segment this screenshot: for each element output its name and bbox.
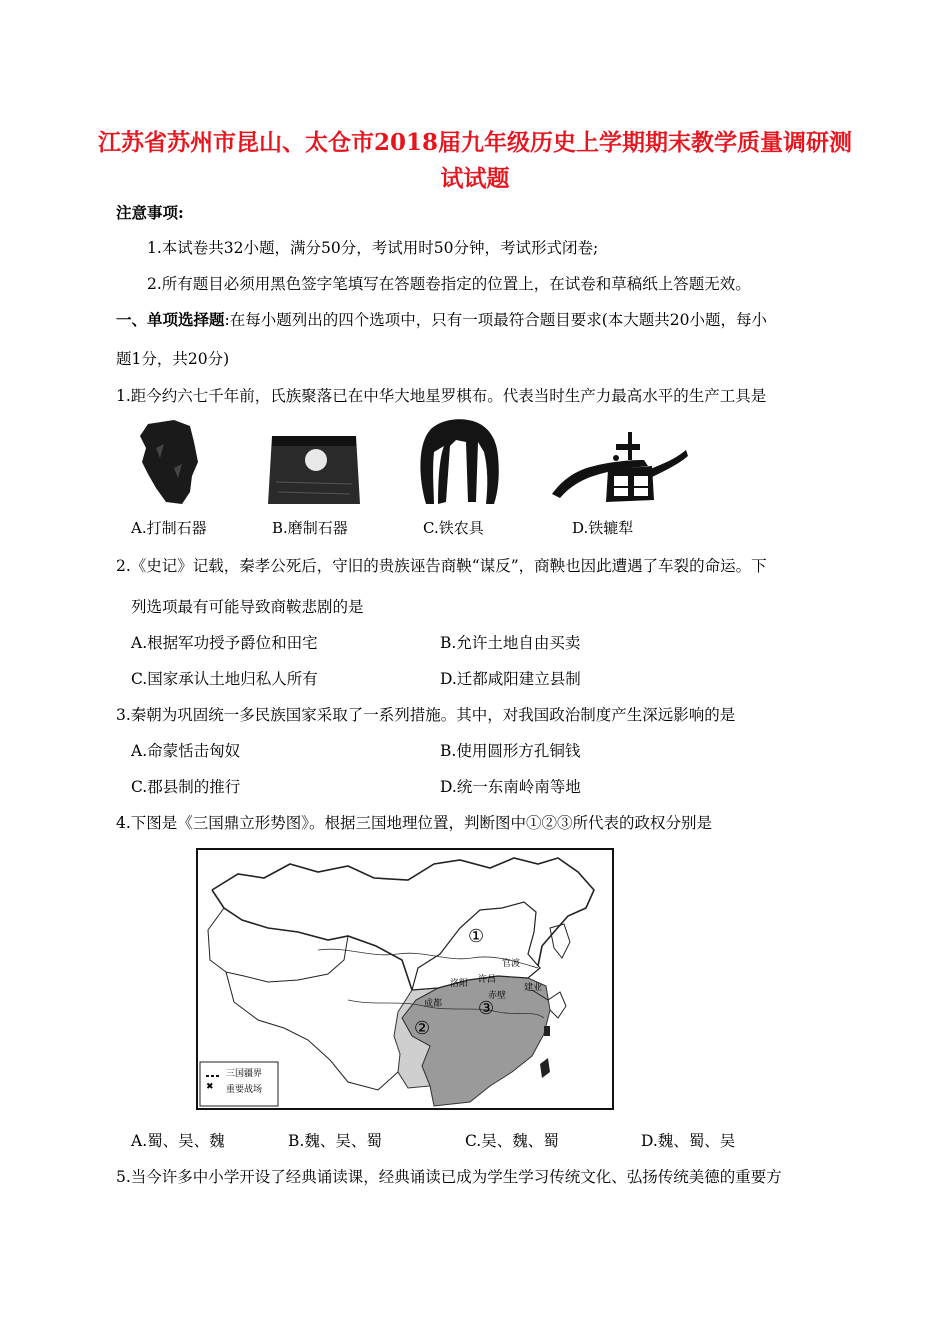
q4-option-a: A.蜀、吴、魏 bbox=[131, 1132, 225, 1150]
map-label-chengdu: 成都 bbox=[424, 999, 443, 1009]
q3-option-b: B.使用圆形方孔铜钱 bbox=[440, 742, 581, 760]
map-marker-1: ① bbox=[468, 926, 485, 947]
map-marker-3: ③ bbox=[478, 998, 495, 1019]
polished-stone-tool-image bbox=[264, 432, 364, 508]
q4-option-c: C.吴、魏、蜀 bbox=[465, 1132, 559, 1150]
document-title-line2: 试试题 bbox=[440, 165, 510, 192]
three-kingdoms-map bbox=[196, 848, 614, 1110]
section1-intro-text: :在每小题列出的四个选项中，只有一项最符合题目要求(本大题共20小题，每小 bbox=[224, 311, 768, 329]
q3-stem: 3.秦朝为巩固统一多民族国家采取了一系列措施。其中，对我国政治制度产生深远影响的是 bbox=[116, 706, 736, 724]
iron-plough-image bbox=[548, 430, 688, 504]
q2-stem-line1: 2.《史记》记载，秦孝公死后，守旧的贵族诬告商鞅“谋反”，商鞅也因此遭遇了车裂的命运。下 bbox=[116, 557, 767, 575]
q2-option-c: C.国家承认土地归私人所有 bbox=[131, 670, 318, 688]
notice-item-2: 2.所有题目必须用黑色签字笔填写在答题卷指定的位置上，在试卷和草稿纸上答题无效。 bbox=[147, 275, 751, 293]
map-label-luoyang: 洛阳 bbox=[450, 979, 469, 989]
map-label-xuchang: 许昌 bbox=[478, 975, 497, 985]
document-title-line1: 江苏省苏州市昆山、太仓市2018届九年级历史上学期期末教学质量调研测 bbox=[97, 129, 852, 156]
chipped-stone-tool-image bbox=[134, 418, 204, 506]
q2-stem-line2: 列选项最有可能导致商鞍悲剧的是 bbox=[131, 598, 364, 616]
q1-caption-b: B.磨制石器 bbox=[272, 519, 348, 537]
q5-stem: 5.当今许多中小学开设了经典诵读课，经典诵读已成为学生学习传统文化、弘扬传统美德的重要方 bbox=[116, 1168, 782, 1186]
map-label-jianye: 建业 bbox=[524, 983, 543, 993]
map-legend-border-label: 三国疆界 bbox=[226, 1069, 263, 1079]
q3-option-d: D.统一东南岭南等地 bbox=[440, 778, 581, 796]
map-label-chibi: 赤壁 bbox=[488, 991, 507, 1001]
q1-caption-a: A.打制石器 bbox=[131, 519, 207, 537]
section1-intro-line2: 题1分，共20分) bbox=[116, 350, 230, 368]
q1-stem: 1.距今约六七千年前，氏族聚落已在中华大地星罗棋布。代表当时生产力最高水平的生产工具是 bbox=[116, 387, 767, 405]
q2-option-a: A.根据军功授予爵位和田宅 bbox=[131, 634, 318, 652]
q1-caption-c: C.铁农具 bbox=[423, 519, 484, 537]
map-legend-battle-icon: ✖ bbox=[206, 1082, 214, 1092]
q1-caption-d: D.铁辘犁 bbox=[572, 519, 634, 537]
q4-option-b: B.魏、吴、蜀 bbox=[288, 1132, 382, 1150]
q3-option-a: A.命蒙恬击匈奴 bbox=[131, 742, 241, 760]
q2-option-d: D.迁都咸阳建立县制 bbox=[440, 670, 581, 688]
q2-option-b: B.允许土地自由买卖 bbox=[440, 634, 581, 652]
q4-stem: 4.下图是《三国鼎立形势图》。根据三国地理位置，判断图中①②③所代表的政权分别是 bbox=[116, 814, 713, 832]
map-label-guandu: 官渡 bbox=[502, 959, 521, 969]
iron-farm-tool-image bbox=[416, 416, 502, 508]
notice-item-1: 1.本试卷共32小题，满分50分，考试用时50分钟，考试形式闭卷; bbox=[147, 239, 599, 257]
map-marker-2: ② bbox=[414, 1018, 431, 1039]
q4-option-d: D.魏、蜀、吴 bbox=[641, 1132, 736, 1150]
notice-heading: 注意事项: bbox=[116, 203, 184, 222]
map-legend-battle-label: 重要战场 bbox=[226, 1085, 263, 1095]
section1-intro bbox=[116, 308, 767, 330]
q3-option-c: C.郡县制的推行 bbox=[131, 778, 241, 796]
section1-heading: 一、单项选择题 bbox=[116, 310, 225, 329]
